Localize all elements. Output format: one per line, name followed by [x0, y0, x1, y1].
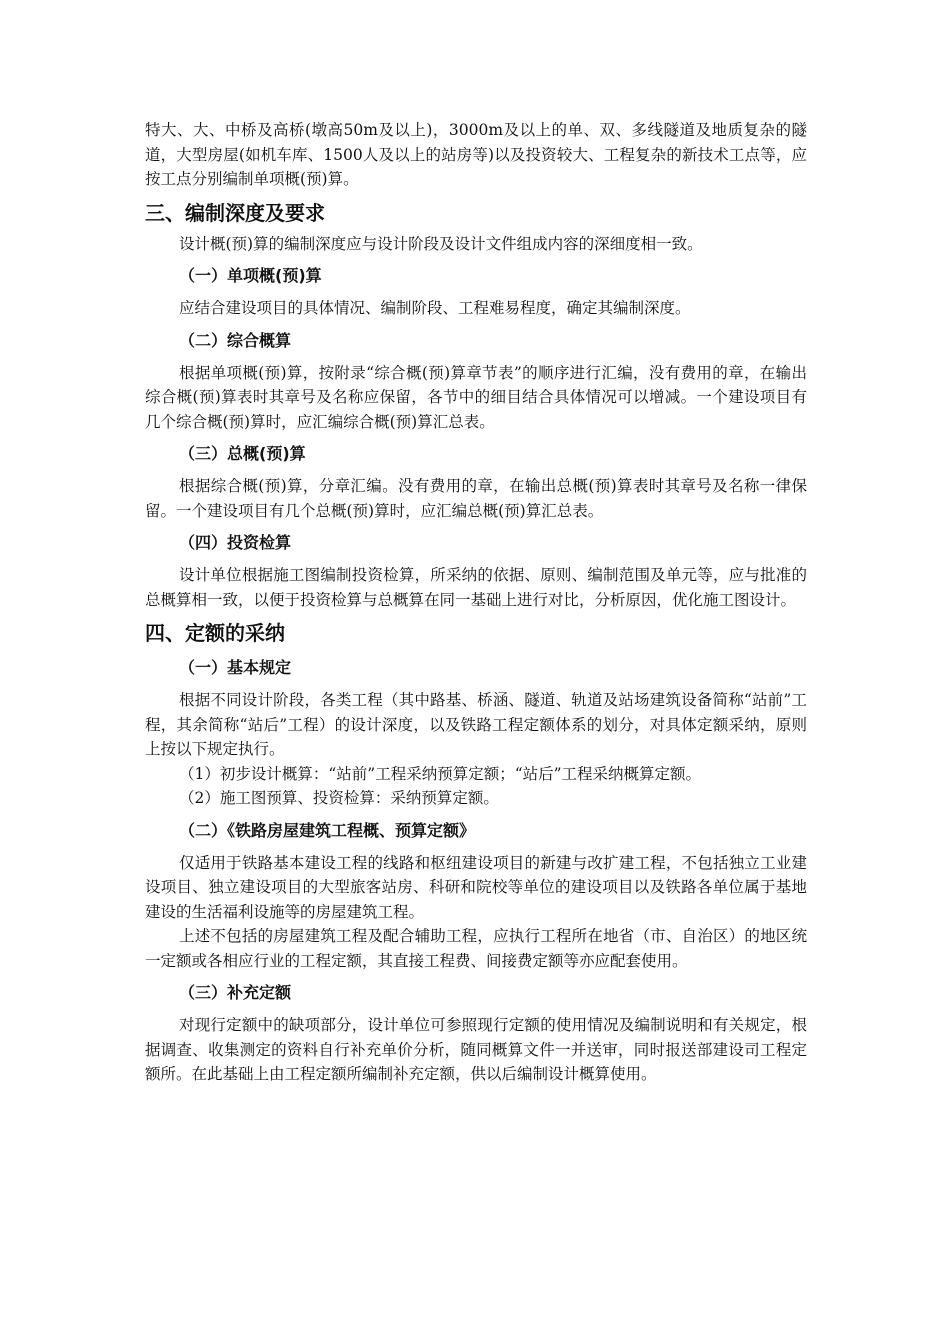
- section-4-2-text-1: 仅适用于铁路基本建设工程的线路和枢纽建设项目的新建与改扩建工程，不包括独立工业建设项目、独立建设项目的大型旅客站房、科研和院校等单位的建设项目以及铁路各单位属于基地建设的生活福利设施等的房屋建筑工程。: [145, 853, 807, 921]
- document-page: [145, 118, 807, 1087]
- section-3-4-text: 设计单位根据施工图编制投资检算，所采纳的依据、原则、编制范围及单元等，应与批准的总概算相一致，以便于投资检算与总概算在同一基础上进行对比，分析原因，优化施工图设计。: [145, 566, 807, 609]
- section-4-2-text-2: 上述不包括的房屋建筑工程及配合辅助工程，应执行工程所在地省（市、自治区）的地区统一定额或各相应行业的工程定额，其直接工程费、间接费定额等亦应配套使用。: [145, 927, 807, 970]
- section-4-3-heading: （三）补充定额: [179, 983, 292, 1002]
- section-3-intro: 设计概(预)算的编制深度应与设计阶段及设计文件组成内容的深细度相一致。: [179, 234, 703, 253]
- section-3-1-heading: （一）单项概(预)算: [179, 266, 322, 285]
- section-4-2-heading: （二）《铁路房屋建筑工程概、预算定额》: [179, 820, 476, 840]
- section-4-1-heading: （一）基本规定: [179, 658, 292, 677]
- section-3-heading: 三、编制深度及要求: [145, 200, 325, 225]
- section-4-1-text: 根据不同设计阶段，各类工程（其中路基、桥涵、隧道、轨道及站场建筑设备简称“站前”工程，其余简称“站后”工程）的设计深度，以及铁路工程定额体系的划分，对具体定额采纳，原则上按以下规定执行。: [145, 691, 807, 758]
- section-3-1-text: 应结合建设项目的具体情况、编制阶段、工程难易程度，确定其编制深度。: [179, 299, 691, 317]
- intro-paragraph: 特大、大、中桥及高桥(墩高50m及以上)，3000m及以上的单、双、多线隧道及地质复杂的隧道，大型房屋(如机车库、1500人及以上的站房等)以及投资较大、工程复杂的新技术工点等，应按工点分别编制单项概(预)算。: [145, 121, 807, 188]
- section-4-1-item-1: （1）初步设计概算：“站前”工程采纳预算定额；“站后”工程采纳概算定额。: [179, 764, 702, 783]
- section-4-1-item-2: （2）施工图预算、投资检算：采纳预算定额。: [179, 789, 499, 807]
- section-3-2-heading: （二）综合概算: [179, 330, 292, 350]
- section-4-3-text: 对现行定额中的缺项部分，设计单位可参照现行定额的使用情况及编制说明和有关规定，根据调查、收集测定的资料自行补充单价分析，随同概算文件一并送审，同时报送部建设司工程定额所。在此基础上由工程定额所编制补充定额，供以后编制设计概算使用。: [145, 1016, 807, 1083]
- section-3-3-heading: （三）总概(预)算: [179, 444, 306, 463]
- section-4-heading: 四、定额的采纳: [145, 621, 285, 645]
- section-3-3-text: 根据综合概(预)算，分章汇编。没有费用的章，在输出总概(预)算表时其章号及名称一律保留。一个建设项目有几个总概(预)算时，应汇编总概(预)算汇总表。: [145, 477, 807, 520]
- section-3-4-heading: （四）投资检算: [179, 533, 292, 552]
- section-3-2-text: 根据单项概(预)算，按附录“综合概(预)算章节表”的顺序进行汇编，没有费用的章，在输出综合概(预)算表时其章号及名称应保留，各节中的细目结合具体情况可以增减。一个建设项目有几个综合概(预)算时，应汇编综合概(预)算汇总表。: [145, 363, 807, 431]
